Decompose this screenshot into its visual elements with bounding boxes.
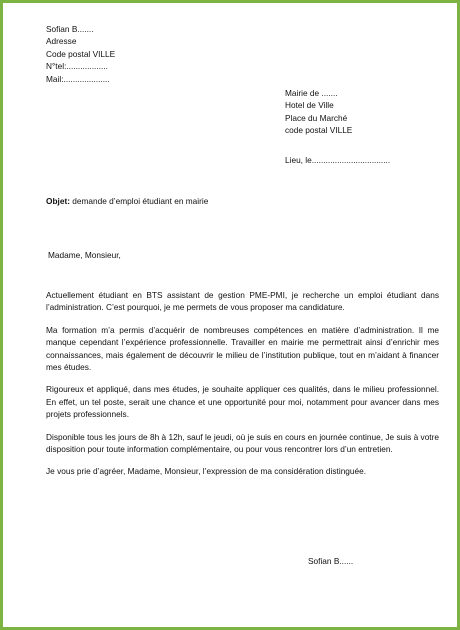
recipient-line-4: code postal VILLE: [285, 125, 353, 136]
paragraph: Je vous prie d’agréer, Madame, Monsieur, l’expression de ma considération distinguée.: [46, 466, 367, 477]
paragraph: Disponible tous les jours de 8h à 12h, sauf le jeudi, où je suis en cours en journée continue, Je suis à votre disposition pour toute information complémentaire, ou pour vous rencontrer lors d’un entretien.: [46, 431, 439, 455]
sender-phone: N°tel:..................: [46, 61, 108, 72]
recipient-line-3: Place du Marché: [285, 112, 348, 123]
paragraph: Rigoureux et appliqué, dans mes études, je souhaite appliquer ces qualités, dans le milieu professionnel. En effet, un tel poste, serait une chance et une opportunité pour moi, notamment pour avancer dans mes projets professionnels.: [46, 384, 439, 420]
place-date: Lieu, le..................................: [285, 155, 391, 165]
salutation: Madame, Monsieur,: [48, 250, 121, 260]
sender-postal: Code postal VILLE: [46, 48, 116, 59]
sender-mail: Mail:....................: [46, 73, 110, 84]
sender-name: Sofian B.......: [46, 24, 94, 34]
letter-body: [46, 289, 439, 488]
signature: Sofian B......: [308, 556, 354, 566]
recipient-line-2: Hotel de Ville: [285, 100, 334, 111]
subject-text: demande d’emploi étudiant en mairie: [69, 196, 209, 206]
subject-line: [46, 195, 208, 207]
subject-label: Objet:: [46, 196, 70, 206]
paragraph: Ma formation m’a permis d’acquérir de nombreuses compétences en matière d’administration. Il me manque cependant l’expérience professionnelle. Travailler en mairie me permettrait ainsi d’enrichir mes connaissances, mais également de découvrir le milieu de l’institution publique, tout en m’aidant à financer mes études.: [46, 324, 439, 373]
recipient-block: [285, 87, 352, 137]
sender-block: [46, 23, 115, 85]
paragraph: Actuellement étudiant en BTS assistant de gestion PME-PMI, je recherche un emploi étudiant dans l’administration. C’est pourquoi, je me permets de vous proposer ma candidature.: [46, 290, 439, 313]
sender-address: Adresse: [46, 36, 77, 47]
letter-page: [3, 3, 457, 627]
recipient-line-1: Mairie de .......: [285, 88, 338, 98]
